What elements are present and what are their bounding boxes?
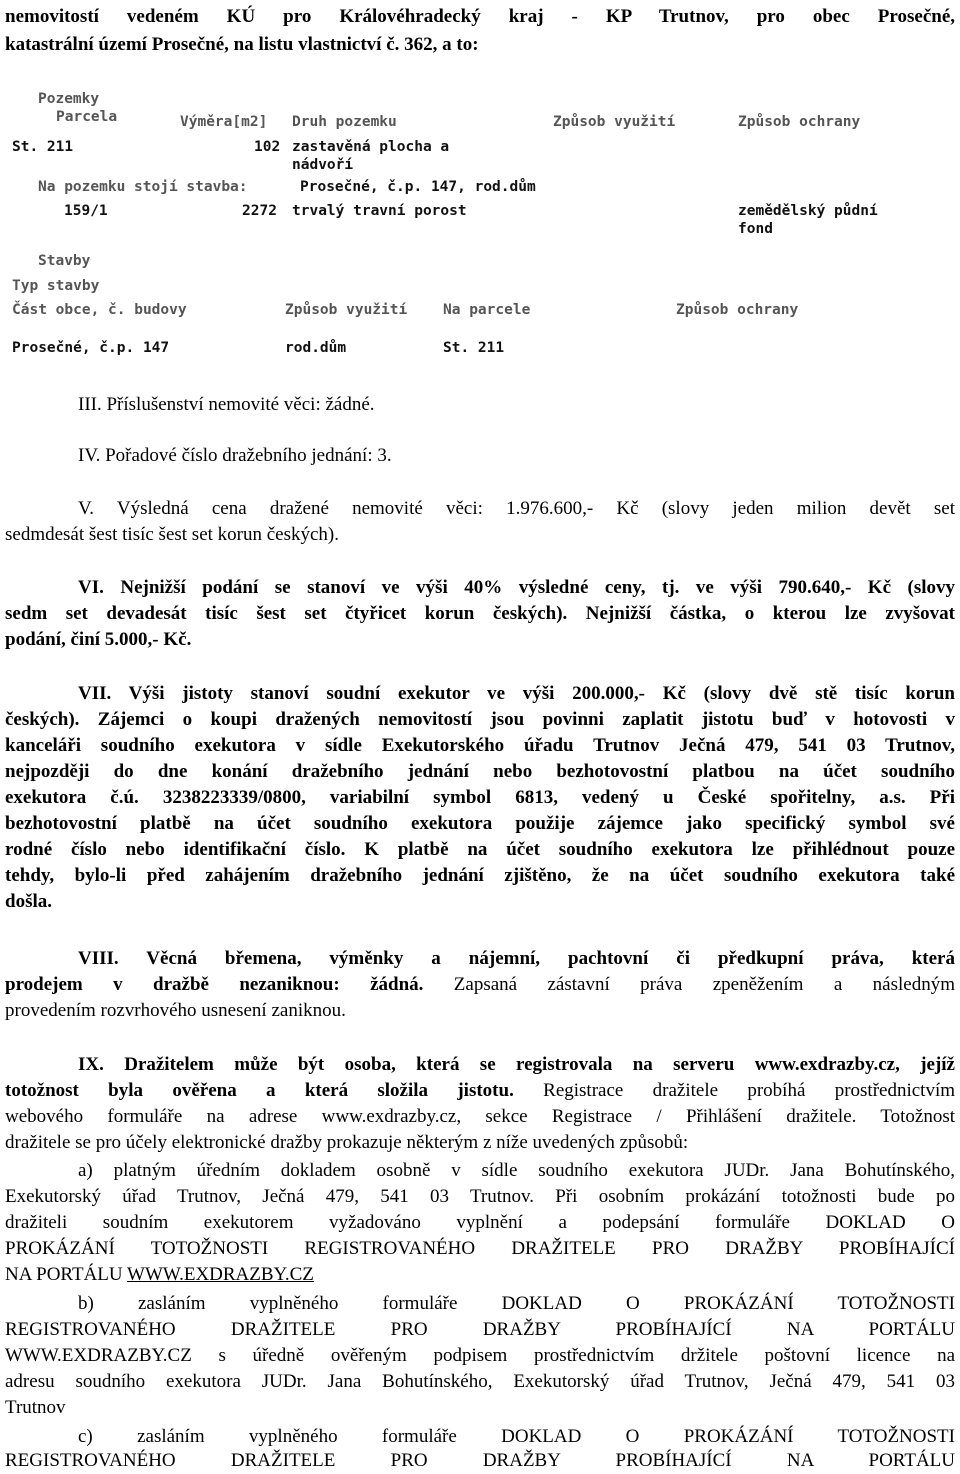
- intro-line-1: nemovitostí vedeném KÚ pro Královéhradecký kraj - KP Trutnov, pro obec Prosečné,: [5, 6, 955, 27]
- extract-col2-ochrana: Způsob ochrany: [676, 302, 799, 318]
- extract-pozemky: Pozemky: [38, 91, 100, 107]
- cadastral-extract: [0, 82, 960, 362]
- extract-col-vymera: Výměra[m2]: [180, 114, 268, 130]
- extract-stavba-value: Prosečné, č.p. 147, rod.dům: [300, 179, 536, 195]
- extract-col2-parcela: Na parcele: [443, 302, 531, 318]
- section-ix-line-3: webového formuláře na adrese www.exdrazby.cz, sekce Registrace / Přihlášení dražitele. Totožnost: [5, 1106, 955, 1127]
- extract-row2-ochrana-b: fond: [738, 221, 773, 237]
- extract-row2-ochrana-a: zemědělský půdní: [738, 203, 878, 219]
- section-vi-line-1: VI. Nejnižší podání se stanoví ve výši 40% výsledné ceny, tj. ve výši 790.640,- Kč (slovy: [78, 577, 955, 598]
- section-vii-line-5: exekutora č.ú. 3238223339/0800, variabilní symbol 6813, vedený u České spořitelny, a.s. Při: [5, 787, 955, 808]
- extract-col2-vyuziti: Způsob využití: [285, 302, 408, 318]
- extract-stavby: Stavby: [38, 253, 91, 269]
- section-viii-line-2: [5, 972, 955, 998]
- section-ix-line-4: dražitele se pro účely elektronické dražby prokazuje některým z níže uvedených způsobů:: [5, 1132, 689, 1153]
- section-iii: III. Příslušenství nemovité věci: žádné.: [78, 394, 375, 415]
- extract-row2-druh: trvalý travní porost: [292, 203, 467, 219]
- item-b-line-5: Trutnov: [5, 1397, 66, 1418]
- section-ix-rest: Registrace dražitele probíhá prostřednictvím: [513, 1080, 956, 1101]
- extract-s-row-vyuziti: rod.dům: [285, 340, 347, 356]
- extract-parcela: Parcela: [56, 109, 118, 125]
- section-vii-line-6: bezhotovostní platbě na účet soudního exekutora použije zájemce jako specifický symbol své: [5, 813, 955, 834]
- extract-stavba-label: Na pozemku stojí stavba:: [38, 179, 248, 195]
- extract-cast-obce: Část obce, č. budovy: [12, 302, 187, 318]
- section-vii-line-2: českých). Zájemci o koupi dražených nemovitostí jsou povinni zaplatit jistotu buď v hotovosti v: [5, 709, 955, 730]
- item-c-line-1: c) zasláním vyplněného formuláře DOKLAD O PROKÁZÁNÍ TOTOŽNOSTI: [78, 1426, 955, 1447]
- section-viii-line-3: provedením rozvrhového usnesení zaniknou.: [5, 1000, 346, 1021]
- item-b-line-4: adresu soudního exekutora JUDr. Jana Bohutínského, Exekutorský úřad Trutnov, Ječná 479, 541 03: [5, 1371, 955, 1392]
- section-vi-line-2: sedm set devadesát tisíc šest set čtyřicet korun českých). Nejnižší částka, o kterou lze zvyšovat: [5, 603, 955, 624]
- section-vi-line-3: podání, činí 5.000,- Kč.: [5, 629, 192, 650]
- extract-row2-vymera: 2272: [242, 203, 277, 219]
- item-a-line-2: Exekutorský úřad Trutnov, Ječná 479, 541 03 Trutnov. Při osobním prokázání totožnosti bude po: [5, 1186, 955, 1207]
- section-vii-line-9: došla.: [5, 891, 52, 912]
- extract-s-row-obec: Prosečné, č.p. 147: [12, 340, 170, 356]
- extract-row1-vymera: 102: [254, 139, 281, 155]
- section-ix-bold: totožnost byla ověřena a která složila jistotu.: [5, 1080, 514, 1101]
- section-vii-line-4: nejpozději do dne konání dražebního jednání nebo bezhotovostní platbou na účet soudního: [5, 761, 955, 782]
- item-c-line-2: REGISTROVANÉHO DRAŽITELE PRO DRAŽBY PROBÍHAJÍCÍ NA PORTÁLU: [5, 1450, 955, 1471]
- intro-line-2: katastrální území Prosečné, na listu vlastnictví č. 362, a to:: [5, 34, 479, 55]
- section-ix-line-1: IX. Dražitelem může být osoba, která se registrovala na serveru www.exdrazby.cz, jejíž: [78, 1054, 955, 1075]
- section-vii-line-8: tehdy, bylo-li před zahájením dražebního jednání zjištěno, že na účet soudního exekutora také: [5, 865, 955, 886]
- section-vii-line-7: rodné číslo nebo identifikační číslo. K platbě na účet soudního exekutora lze přihlédnout pouze: [5, 839, 955, 860]
- section-viii-bold: prodejem v dražbě nezaniknou: žádná.: [5, 974, 424, 995]
- extract-col-ochrana: Způsob ochrany: [738, 114, 861, 130]
- item-a-line-5: [5, 1262, 955, 1288]
- extract-col-druh: Druh pozemku: [292, 114, 397, 130]
- section-v-line-2: sedmdesát šest tisíc šest set korun českých).: [5, 524, 340, 545]
- item-b-line-1: b) zasláním vyplněného formuláře DOKLAD O PROKÁZÁNÍ TOTOŽNOSTI: [78, 1293, 955, 1314]
- item-b-line-3: WWW.EXDRAZBY.CZ s úředně ověřeným podpisem prostřednictvím držitele poštovní licence na: [5, 1345, 955, 1366]
- item-a-line-1: a) platným úředním dokladem osobně v sídle soudního exekutora JUDr. Jana Bohutínského,: [78, 1160, 955, 1181]
- exdrazby-link[interactable]: WWW.EXDRAZBY.CZ: [127, 1264, 314, 1285]
- section-iv: IV. Pořadové číslo dražebního jednání: 3.: [78, 445, 392, 466]
- item-b-line-2: REGISTROVANÉHO DRAŽITELE PRO DRAŽBY PROBÍHAJÍCÍ NA PORTÁLU: [5, 1319, 955, 1340]
- item-a-prefix: NA PORTÁLU: [5, 1264, 128, 1285]
- section-vii-line-1: VII. Výši jistoty stanoví soudní exekutor ve výši 200.000,- Kč (slovy dvě stě tisíc korun: [78, 683, 955, 704]
- section-vii-line-3: kanceláři soudního exekutora v sídle Exekutorského úřadu Trutnov Ječná 479, 541 03 Trutnov,: [5, 735, 955, 756]
- section-ix-line-2: [5, 1078, 955, 1104]
- item-a-line-4: PROKÁZÁNÍ TOTOŽNOSTI REGISTROVANÉHO DRAŽITELE PRO DRAŽBY PROBÍHAJÍCÍ: [5, 1238, 955, 1259]
- section-v-line-1: V. Výsledná cena dražené nemovité věci: 1.976.600,- Kč (slovy jeden milion devět set: [78, 498, 955, 519]
- extract-row1-druh-a: zastavěná plocha a: [292, 139, 450, 155]
- extract-col-vyuziti: Způsob využití: [553, 114, 676, 130]
- extract-row1-parcela: St. 211: [12, 139, 74, 155]
- section-viii-rest: Zapsaná zástavní práva zpeněžením a následným: [423, 974, 955, 995]
- section-viii-line-1: VIII. Věcná břemena, výměnky a nájemní, pachtovní či předkupní práva, která: [78, 948, 955, 969]
- extract-typ-stavby: Typ stavby: [12, 278, 100, 294]
- extract-s-row-parcela: St. 211: [443, 340, 505, 356]
- extract-row2-parcela: 159/1: [64, 203, 108, 219]
- item-a-line-3: dražiteli soudním exekutorem vyžadováno vyplnění a podepsání formuláře DOKLAD O: [5, 1212, 955, 1233]
- extract-row1-druh-b: nádvoří: [292, 157, 354, 173]
